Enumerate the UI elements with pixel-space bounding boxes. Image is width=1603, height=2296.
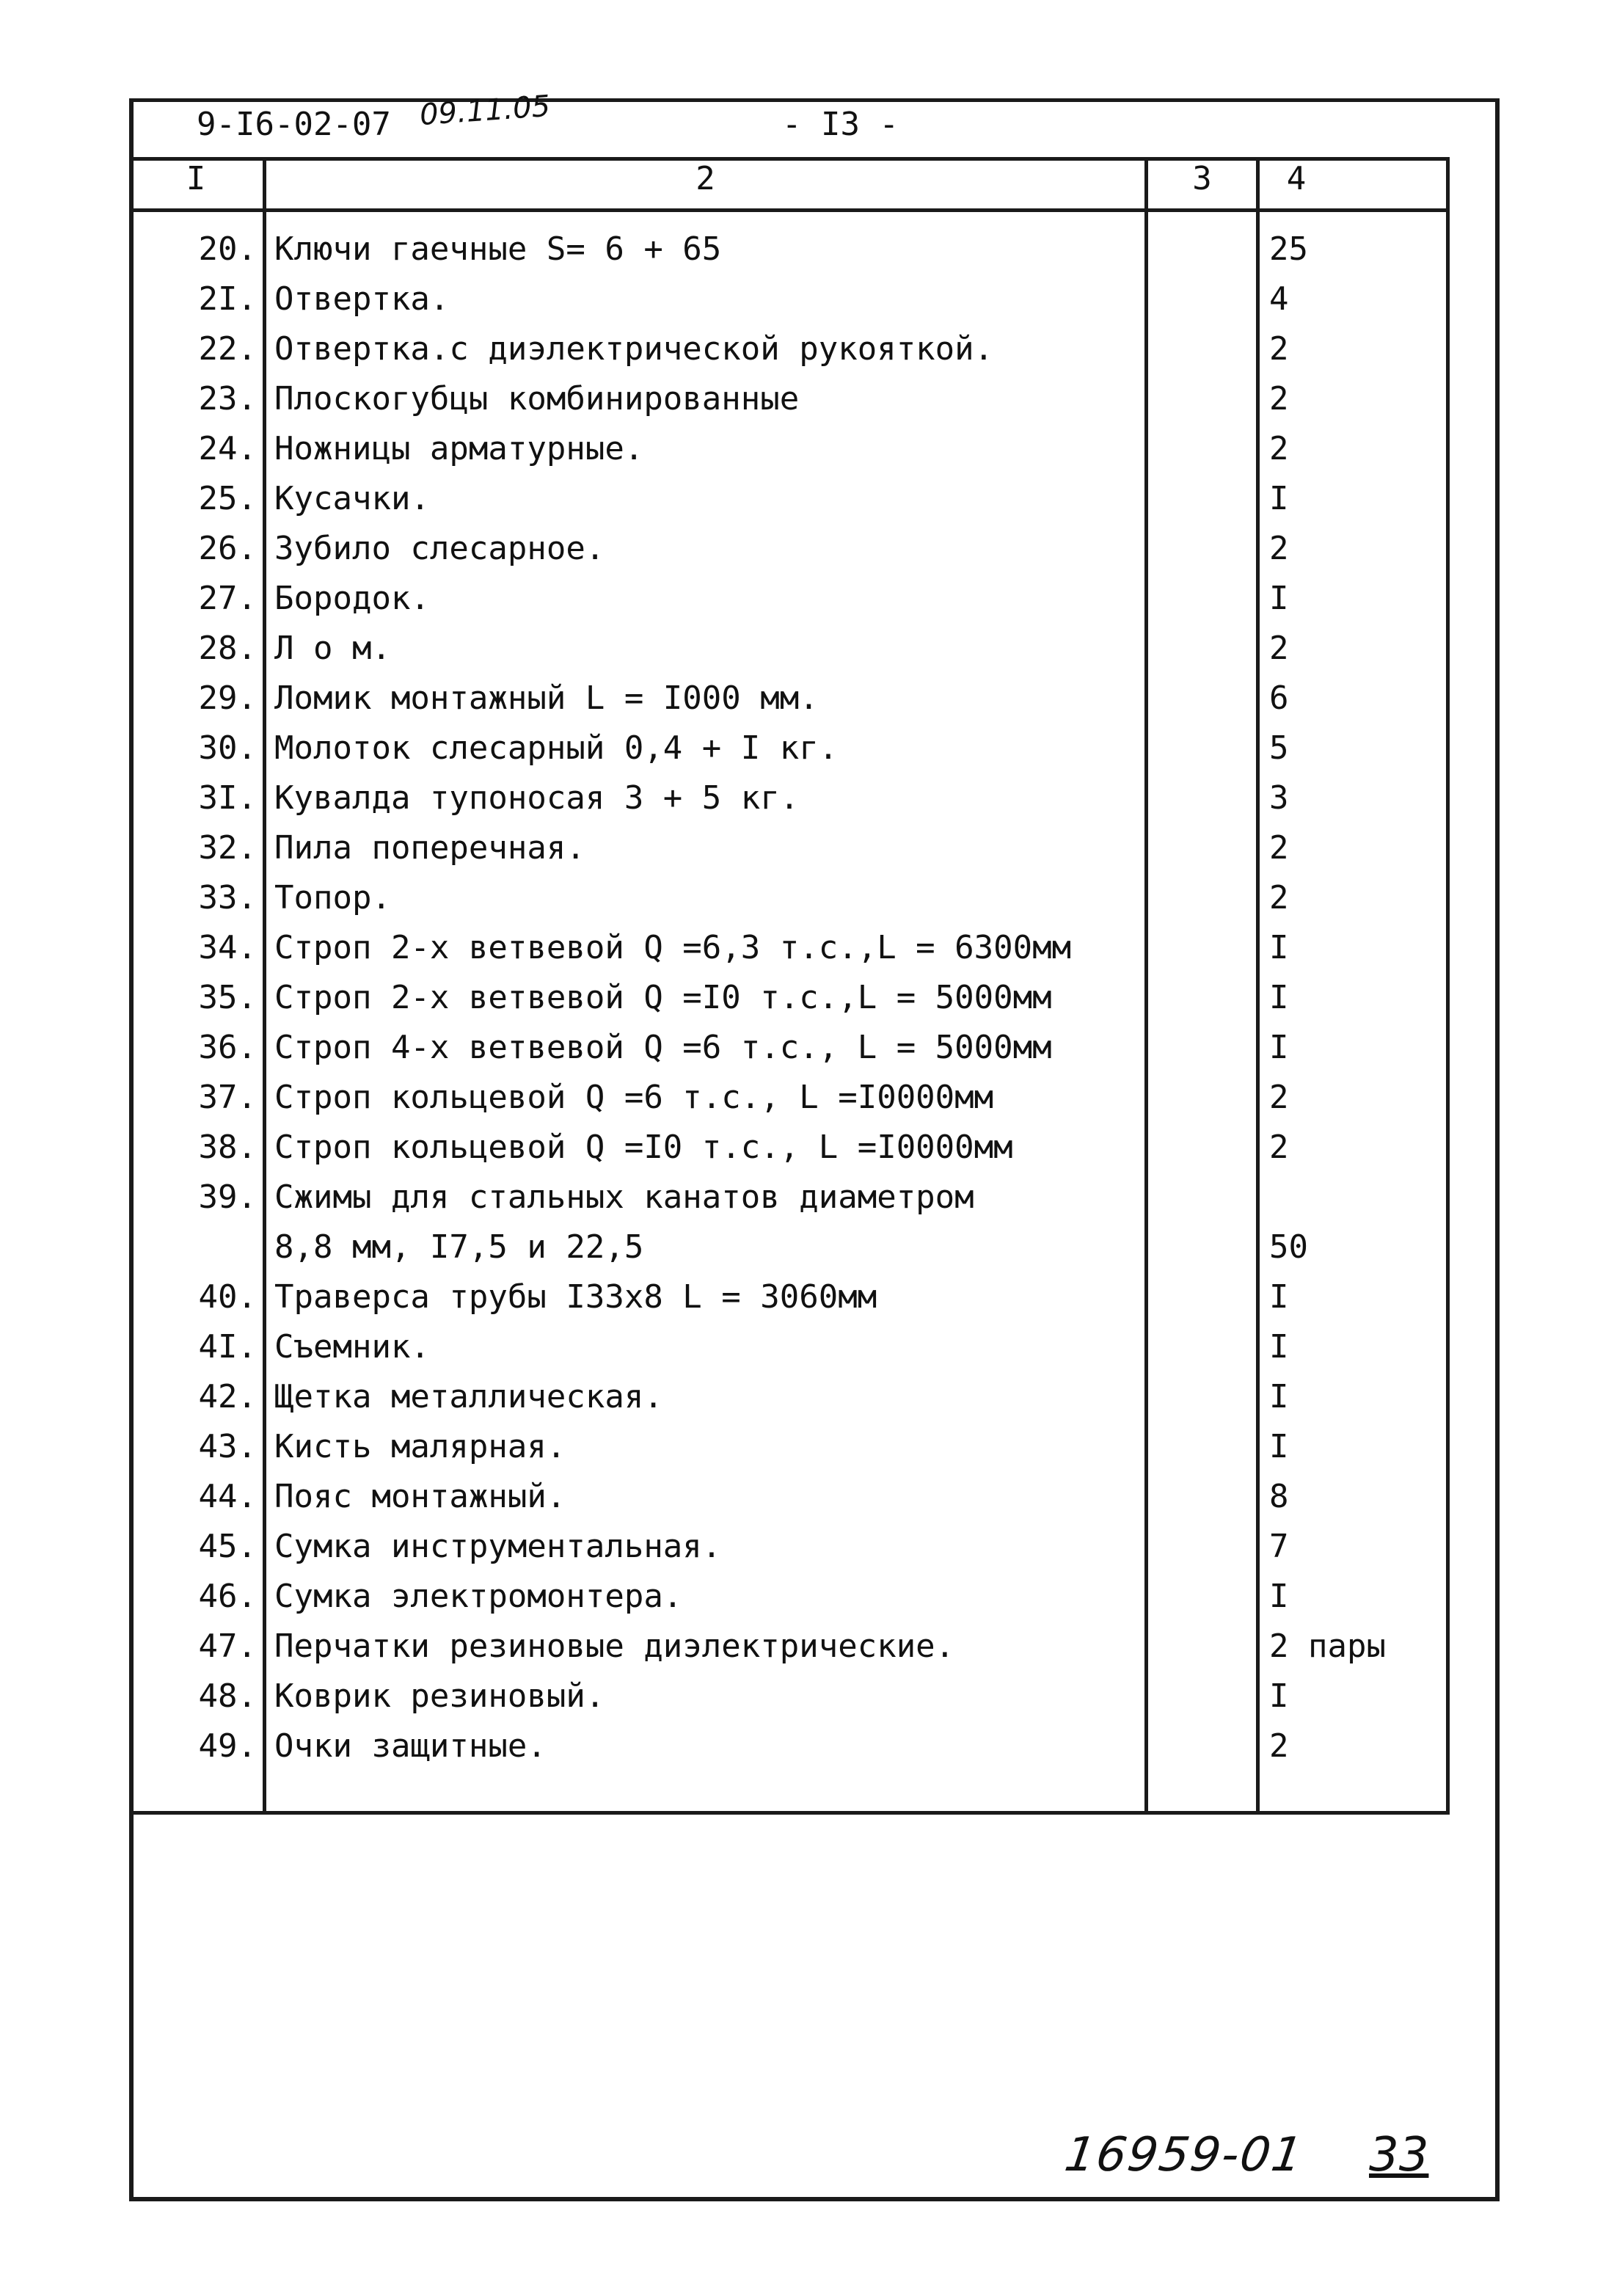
row-number: 45.: [198, 1528, 257, 1565]
item-quantity: 5: [1269, 729, 1289, 767]
item-name: Пила поперечная.: [274, 829, 585, 867]
table-row: [0, 1721, 1603, 1771]
item-quantity: I: [1269, 1278, 1289, 1316]
row-number: 24.: [198, 430, 257, 467]
item-name: Молоток слесарный 0,4 + I кг.: [274, 729, 839, 767]
table-row: [0, 724, 1603, 773]
item-name: Строп кольцевой Q =6 т.с., L =I0000мм: [274, 1079, 994, 1116]
item-quantity: 2: [1269, 1129, 1289, 1166]
item-quantity: I: [1269, 1378, 1289, 1415]
table-row: [0, 1222, 1603, 1272]
sheet-number: 33: [1369, 2128, 1429, 2182]
row-number: 37.: [198, 1079, 257, 1116]
table-row: [0, 225, 1603, 274]
row-number: 42.: [198, 1378, 257, 1415]
row-number: 46.: [198, 1578, 257, 1615]
row-number: 40.: [198, 1278, 257, 1316]
row-number: 44.: [198, 1478, 257, 1515]
item-quantity: I: [1269, 929, 1289, 966]
item-name: Сумка инструментальная.: [274, 1528, 722, 1565]
row-number: 34.: [198, 929, 257, 966]
table-row: [0, 374, 1603, 424]
table-row: [0, 424, 1603, 474]
item-quantity: 7: [1269, 1528, 1289, 1565]
item-quantity: I: [1269, 1428, 1289, 1465]
table-row: [0, 1073, 1603, 1123]
item-quantity: 2: [1269, 1079, 1289, 1116]
item-quantity: 50: [1269, 1228, 1308, 1266]
item-quantity: I: [1269, 1328, 1289, 1366]
column-header-1: I: [186, 160, 206, 197]
table-row: [0, 973, 1603, 1023]
table-bottom-border: [129, 1811, 1450, 1815]
table-row: [0, 574, 1603, 624]
column-header-3: 3: [1192, 160, 1212, 197]
table-row: [0, 1522, 1603, 1572]
table-row: [0, 873, 1603, 923]
item-quantity: I: [1269, 1029, 1289, 1066]
item-name: Пояс монтажный.: [274, 1478, 566, 1515]
table-row: [0, 1123, 1603, 1173]
row-number: 2I.: [198, 280, 257, 318]
archive-number: 16959-01: [1061, 2128, 1307, 2182]
row-number: 28.: [198, 630, 257, 667]
table-row: [0, 274, 1603, 324]
item-name: Строп 2-х ветвевой Q =I0 т.с.,L = 5000мм: [274, 979, 1052, 1016]
item-name: Очки защитные.: [274, 1727, 547, 1765]
table-row: [0, 773, 1603, 823]
item-quantity: 2: [1269, 430, 1289, 467]
item-quantity: 25: [1269, 230, 1308, 268]
item-quantity: 2: [1269, 1727, 1289, 1765]
row-number: 3I.: [198, 779, 257, 817]
table-row: [0, 1023, 1603, 1073]
table-row: [0, 1472, 1603, 1522]
item-quantity: 2: [1269, 330, 1289, 368]
row-number: 23.: [198, 380, 257, 418]
item-name: Перчатки резиновые диэлектрические.: [274, 1628, 955, 1665]
item-name: Ключи гаечные S= 6 + 65: [274, 230, 722, 268]
row-number: 26.: [198, 530, 257, 567]
item-name: Ножницы арматурные.: [274, 430, 644, 467]
table-row: [0, 923, 1603, 973]
table-row: [0, 1322, 1603, 1372]
item-name: Кувалда тупоносая 3 + 5 кг.: [274, 779, 800, 817]
item-name: Щетка металлическая.: [274, 1378, 663, 1415]
row-number: 39.: [198, 1178, 257, 1216]
item-name: Бородок.: [274, 580, 430, 617]
table-row: [0, 1372, 1603, 1422]
item-name: Зубило слесарное.: [274, 530, 605, 567]
item-quantity: 6: [1269, 679, 1289, 717]
item-quantity: 4: [1269, 280, 1289, 318]
row-number: 35.: [198, 979, 257, 1016]
item-name: Отвертка.: [274, 280, 450, 318]
table-row: [0, 1173, 1603, 1222]
item-quantity: 8: [1269, 1478, 1289, 1515]
item-name: Л о м.: [274, 630, 391, 667]
table-row: [0, 1272, 1603, 1322]
table-row: [0, 823, 1603, 873]
table-row: [0, 1672, 1603, 1721]
row-number: 48.: [198, 1677, 257, 1715]
page-number: - I3 -: [782, 106, 899, 143]
row-number: 47.: [198, 1628, 257, 1665]
row-number: 33.: [198, 879, 257, 916]
item-quantity: I: [1269, 1578, 1289, 1615]
item-quantity: 2: [1269, 530, 1289, 567]
row-number: 22.: [198, 330, 257, 368]
item-quantity: 2 пары: [1269, 1628, 1386, 1665]
item-name: Траверса трубы I33x8 L = 3060мм: [274, 1278, 877, 1316]
column-header-4: 4: [1286, 160, 1307, 197]
item-name: Съемник.: [274, 1328, 430, 1366]
row-number: 49.: [198, 1727, 257, 1765]
row-number: 32.: [198, 829, 257, 867]
row-number: 29.: [198, 679, 257, 717]
item-name: Строп 4-х ветвевой Q =6 т.с., L = 5000мм: [274, 1029, 1052, 1066]
document-code: 9-I6-02-07: [197, 106, 391, 143]
item-name: Кисть малярная.: [274, 1428, 566, 1465]
handwritten-date: 09.11.05: [418, 89, 552, 133]
item-quantity: 2: [1269, 879, 1289, 916]
item-name: Сжимы для стальных канатов диаметром: [274, 1178, 974, 1216]
item-name: Отвертка.с диэлектрической рукояткой.: [274, 330, 994, 368]
item-name: Плоскогубцы комбинированные: [274, 380, 800, 418]
item-quantity: I: [1269, 580, 1289, 617]
row-number: 43.: [198, 1428, 257, 1465]
item-name: Кусачки.: [274, 480, 430, 517]
table-row: [0, 324, 1603, 374]
item-quantity: 2: [1269, 630, 1289, 667]
item-name: Строп кольцевой Q =I0 т.с., L =I0000мм: [274, 1129, 1013, 1166]
item-name: Ломик монтажный L = I000 мм.: [274, 679, 819, 717]
table-row: [0, 474, 1603, 524]
row-number: 36.: [198, 1029, 257, 1066]
item-name: Сумка электромонтера.: [274, 1578, 683, 1615]
item-name: 8,8 мм, I7,5 и 22,5: [274, 1228, 644, 1266]
item-name: Коврик резиновый.: [274, 1677, 605, 1715]
column-header-2: 2: [695, 160, 715, 197]
table-row: [0, 674, 1603, 724]
row-number: 38.: [198, 1129, 257, 1166]
row-number: 27.: [198, 580, 257, 617]
row-number: 4I.: [198, 1328, 257, 1366]
item-name: Топор.: [274, 879, 391, 916]
table-header-divider: [129, 208, 1450, 212]
item-quantity: I: [1269, 1677, 1289, 1715]
item-quantity: 2: [1269, 829, 1289, 867]
row-number: 25.: [198, 480, 257, 517]
item-quantity: 2: [1269, 380, 1289, 418]
row-number: 20.: [198, 230, 257, 268]
item-quantity: I: [1269, 480, 1289, 517]
table-row: [0, 524, 1603, 574]
row-number: 30.: [198, 729, 257, 767]
item-quantity: 3: [1269, 779, 1289, 817]
table-row: [0, 624, 1603, 674]
table-row: [0, 1422, 1603, 1472]
item-quantity: I: [1269, 979, 1289, 1016]
item-name: Строп 2-х ветвевой Q =6,3 т.с.,L = 6300мм: [274, 929, 1072, 966]
table-row: [0, 1572, 1603, 1622]
table-row: [0, 1622, 1603, 1672]
